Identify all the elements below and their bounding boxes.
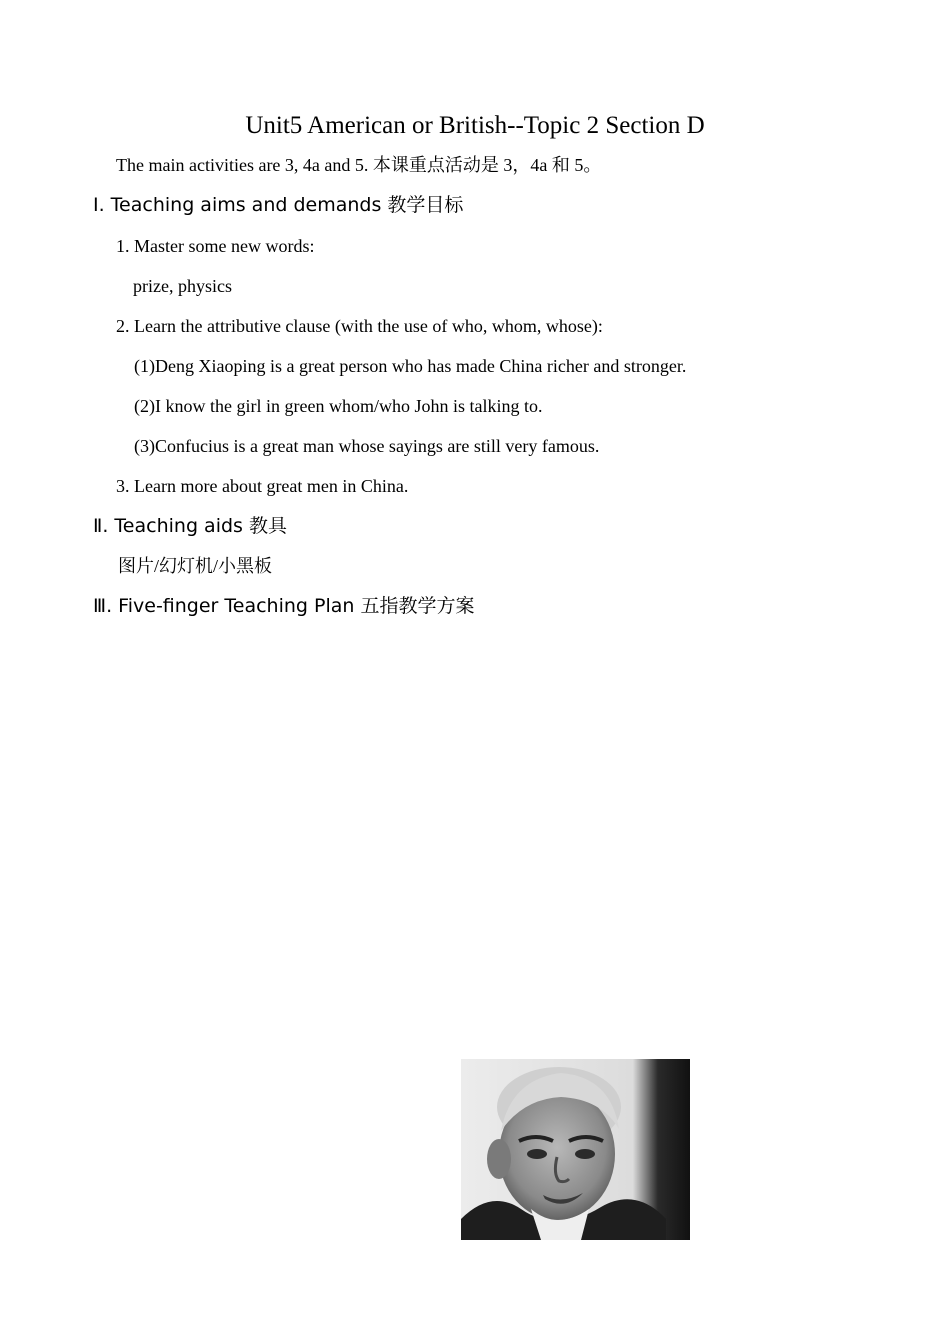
intro-text: The main activities are 3, 4a and 5. 本课重点活动是 3，4a 和 5。 bbox=[116, 155, 602, 175]
example-3: (3)Confucius is a great man whose sayings are still very famous. bbox=[134, 436, 600, 456]
teaching-aids-list: 图片/幻灯机/小黑板 bbox=[118, 556, 273, 576]
aim-item-1: 1. Master some new words: bbox=[116, 236, 315, 256]
aim-item-2: 2. Learn the attributive clause (with the use of who, whom, whose): bbox=[116, 316, 603, 336]
section-heading-plan: Ⅲ. Five-finger Teaching Plan 五指教学方案 bbox=[93, 595, 475, 617]
section-heading-aids: Ⅱ. Teaching aids 教具 bbox=[93, 515, 287, 537]
aim-item-3: 3. Learn more about great men in China. bbox=[116, 476, 409, 496]
example-1: (1)Deng Xiaoping is a great person who has made China richer and stronger. bbox=[134, 356, 687, 376]
new-words: prize, physics bbox=[133, 276, 232, 296]
portrait-photo bbox=[461, 1059, 690, 1240]
document-title: Unit5 American or British--Topic 2 Section D bbox=[245, 112, 705, 139]
section-heading-aims: Ⅰ. Teaching aims and demands 教学目标 bbox=[93, 194, 464, 216]
example-2: (2)I know the girl in green whom/who John is talking to. bbox=[134, 396, 543, 416]
